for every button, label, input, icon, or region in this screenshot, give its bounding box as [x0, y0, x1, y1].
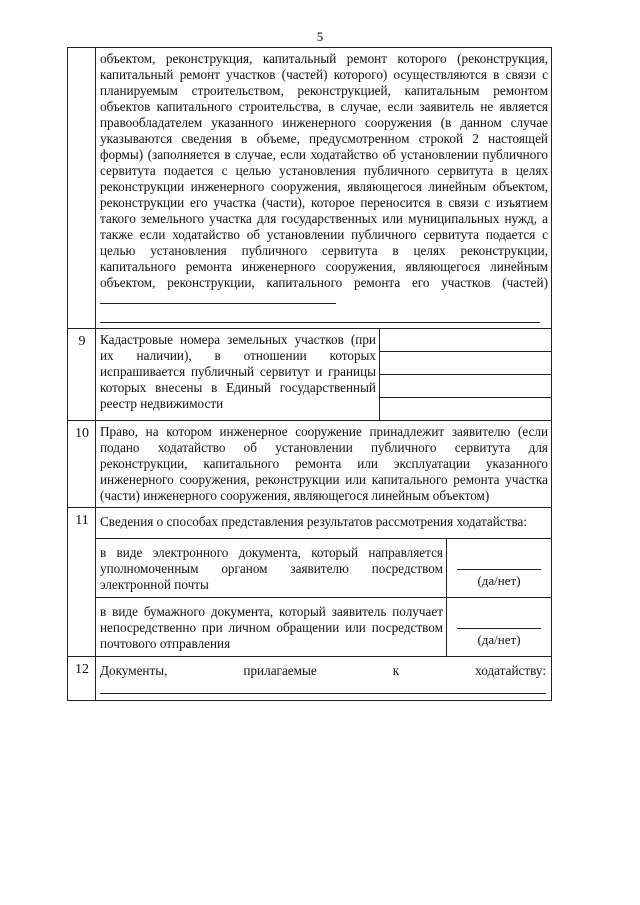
row-8-text — [100, 51, 548, 308]
form-row-12 — [68, 657, 552, 701]
form-row-10 — [68, 421, 552, 508]
row-12-word: прилагаемые — [243, 663, 317, 678]
row-11-text: Сведения о способах представления результатов рассмотрения ходатайства: — [96, 508, 552, 539]
row-number: 9 — [68, 329, 96, 421]
row-number: 11 — [68, 508, 96, 657]
row-9-split — [96, 329, 551, 420]
form-row-9 — [68, 329, 552, 421]
cadastral-number-line[interactable] — [380, 398, 551, 420]
page-number: 5 — [316, 29, 324, 44]
yes-no-label: (да/нет) — [477, 573, 521, 588]
row-number: 12 — [68, 657, 96, 701]
option-paper-text: в виде бумажного документа, который заявитель получает непосредственно при личном обращении или посредством почтового отправления — [96, 598, 447, 656]
row-9-content — [96, 329, 552, 421]
row-12-word: к — [392, 663, 400, 678]
row-number: 10 — [68, 421, 96, 508]
row-11-option-paper — [68, 598, 552, 657]
cadastral-numbers-field[interactable] — [380, 329, 552, 420]
row-8-fill-line-2[interactable] — [100, 310, 540, 323]
documents-fill-line[interactable] — [100, 679, 546, 694]
cadastral-number-line[interactable] — [380, 352, 551, 375]
row-8-text-body: объектом, реконструкция, капитальный ремонт которого (реконструкция, капитальный ремонт участков (частей) которого) осуществляются в связи с планируемым строительством, реконструкцией, капитальным ремонтом объектов капитального строительства, в случае, если заявитель не является правообладателем указанного инженерного сооружения (в данном случае указываются сведения в объеме, предусмотренном строкой 2 настоящей формы) (заполняется в случае, если ходатайство об установлении публичного сервитута подается с целью установления публичного сервитута в целях реконструкции инженерного сооружения, являющегося линейным объектом, реконструкции его участка (части), которое переносится в связи с изъятием такого земельного участка для государственных или муниципальных нужд, а также если ходатайство об установлении публичного сервитута подается с целью установления публичного сервитута в целях реконструкции, капитального ремонта инженерного сооружения, являющегося линейным объектом, реконструкции, капитального ремонта его участков (частей) — [100, 51, 548, 290]
row-12-word: ходатайству: — [475, 663, 546, 678]
option-electronic-text: в виде электронного документа, который направляется уполномоченным органом заявителю посредством электронной почты — [96, 539, 447, 597]
row-12-text — [100, 663, 548, 679]
row-number — [68, 48, 96, 329]
cadastral-number-line[interactable] — [380, 329, 551, 352]
option-paper-answer[interactable] — [447, 598, 552, 656]
application-form-table — [67, 47, 552, 701]
option-electronic-answer[interactable] — [447, 539, 552, 597]
answer-blank-line[interactable] — [457, 545, 541, 570]
row-9-label: Кадастровые номера земельных участков (при их наличии), в отношении которых испрашивается публичный сервитут и границы которых внесены в Единый государственный реестр недвижимости — [96, 329, 380, 420]
row-12-content — [96, 657, 552, 701]
answer-blank-line[interactable] — [457, 604, 541, 629]
cadastral-number-line[interactable] — [380, 375, 551, 398]
form-row-8 — [68, 48, 552, 329]
row-10-text: Право, на котором инженерное сооружение принадлежит заявителю (если подано ходатайство об установлении публичного сервитута для реконструкции, капитального ремонта или эксплуатации указанного инженерного сооружения, реконструкции или капитального ремонта участка (части) инженерного сооружения, являющегося линейным объектом) — [96, 421, 552, 508]
row-12-word: Документы, — [100, 663, 168, 678]
row-8-fill-line[interactable] — [100, 291, 336, 304]
form-row-11 — [68, 508, 552, 539]
yes-no-label: (да/нет) — [477, 632, 521, 647]
row-8-content — [96, 48, 552, 329]
row-11-option-electronic — [68, 539, 552, 598]
